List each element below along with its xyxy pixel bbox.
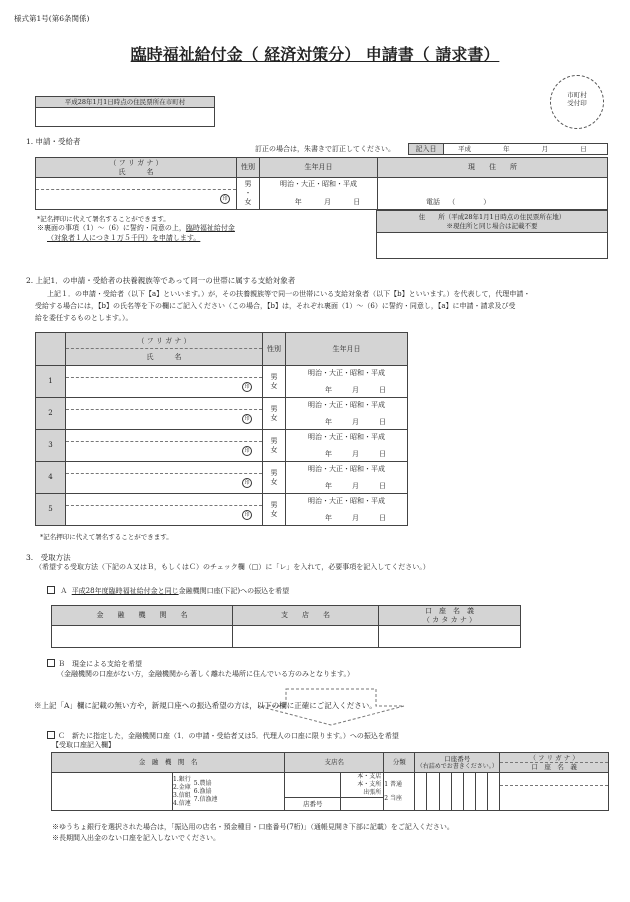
dob-field[interactable] [260, 178, 378, 210]
seal-mark-icon: 印 [242, 510, 252, 520]
c-acct-digit[interactable] [415, 773, 427, 811]
c-bank-types-col-b [194, 780, 218, 808]
option-a-bank-table [51, 605, 521, 648]
sex-header: 性別 [237, 158, 260, 178]
fill-date-day: 日 [580, 144, 587, 153]
form-number: 様式第1号(第6条関係) [14, 14, 90, 23]
option-c-checkbox[interactable] [47, 731, 55, 739]
option-a-holder-kana: （ カ タ カ ナ ） [422, 615, 477, 624]
registered-address-note: ※現住所と同じ場合は記載不要 [446, 221, 538, 230]
dependent-dob-field[interactable] [286, 430, 408, 462]
dependent-sex-field[interactable] [263, 366, 286, 398]
c-acct-no-label: 口座番号 [444, 754, 471, 763]
sex-male[interactable]: 男 [270, 436, 278, 445]
c-holder-furigana-line[interactable] [500, 773, 608, 786]
address-header: 現 住 所 [378, 158, 608, 178]
dependent-furigana-line[interactable] [66, 494, 262, 506]
dependent-name-field[interactable] [66, 398, 263, 430]
option-a-holder-label: 口 座 名 義 [425, 606, 474, 615]
branch-type-option[interactable]: 本・支所 [357, 781, 382, 788]
dob-eras: 明治・大正・昭和・平成 [308, 496, 385, 505]
section-3-heading: 3. 受取方法 [26, 553, 71, 562]
fill-date-table [408, 143, 608, 155]
dependent-furigana-line[interactable] [66, 398, 262, 410]
dependent-row [36, 462, 408, 494]
option-c-account-table [51, 752, 609, 811]
section-1-heading: 1. 申請・受給者 [26, 137, 81, 146]
dob-year: 年 [325, 385, 332, 394]
dependent-sex-field[interactable] [263, 462, 286, 494]
branch-type-option[interactable]: 出張所 [363, 789, 382, 796]
dob-eras: 明治・大正・昭和・平成 [308, 432, 385, 441]
dependent-furigana-line[interactable] [66, 462, 262, 474]
dob-month: 月 [352, 417, 359, 426]
c-store-no-field[interactable] [341, 798, 384, 811]
receipt-stamp-circle [550, 75, 604, 129]
dependents-name-header [66, 333, 263, 366]
dependent-dob-field[interactable] [286, 494, 408, 526]
dependent-row [36, 398, 408, 430]
dependent-index: 3 [36, 430, 66, 462]
sex-female[interactable]: 女 [270, 445, 278, 454]
oath-note-line-1 [37, 224, 235, 233]
dob-month: 月 [352, 513, 359, 522]
option-a-suffix: 金融機関口座(下記)への振込を希望 [178, 587, 290, 595]
bank-type-option[interactable]: 3.信組 [173, 791, 191, 799]
option-a-holder-header [379, 606, 521, 626]
dob-eras: 明治・大正・昭和・平成 [308, 368, 385, 377]
dependent-row [36, 494, 408, 526]
c-holder-field[interactable] [500, 773, 609, 811]
sex-female[interactable]: 女 [270, 381, 278, 390]
c-acct-no-note: （右詰めでお書きください。） [416, 762, 498, 770]
section-2-para-line-2: 受給する場合には，【b】の氏名等を下の欄にご記入ください（この場合，【b】は，それぞれ裏面（1）～（6）に誓約・同意し，【a】に申請・請求及び受 [35, 302, 516, 310]
phone-label: 電話 [426, 198, 440, 207]
dormant-account-note: ※長期間入出金のない口座を記入しないでください。 [52, 834, 220, 842]
bank-type-option[interactable]: 4.信連 [173, 799, 191, 807]
branch-type-option[interactable]: 本・支店 [357, 773, 382, 780]
dependents-sex-header: 性別 [263, 333, 286, 366]
dob-day: 日 [379, 481, 386, 490]
option-a-checkbox[interactable] [47, 586, 55, 594]
c-branch-name-field[interactable] [285, 773, 341, 798]
correction-note: 訂正の場合は，朱書きで訂正してください。 [255, 145, 395, 153]
c-acct-digit[interactable] [463, 773, 475, 811]
oath-note-benefit: 臨時福祉給付金 [185, 224, 235, 232]
dependents-table [35, 332, 408, 526]
option-a-holder-field[interactable] [379, 626, 521, 648]
dob-year: 年 [325, 417, 332, 426]
phone-field[interactable]: （ ） [448, 198, 491, 207]
bank-type-option[interactable]: 2.金庫 [173, 783, 191, 791]
registered-address-label: 住 所（平成28年1月1日時点の住民票所在地） [418, 213, 566, 222]
sex-male[interactable]: 男 [270, 468, 278, 477]
c-holder-label: 口 座 名 義 [531, 763, 577, 771]
section-2-para-line-3: 給を委任するものとします。）。 [35, 314, 133, 322]
dob-year: 年 [325, 449, 332, 458]
new-account-banner: ※上記「A」欄に記載の無い方や，新規口座への振込希望の方は，以下の欄に正確にご記入ください。 [34, 701, 377, 710]
dependents-rows [36, 366, 408, 526]
section-2-para-line-1: 上記１．の申請・受給者（以下【a】といいます。）が，その扶養親族等で同一の世帯にいる支給対象者（以下【b】といいます。）を代表して，代理申請・ [47, 290, 531, 298]
stamp-line-2: 受付印 [567, 99, 587, 108]
option-c-subheading: 【受取口座記入欄】 [52, 741, 115, 749]
c-acct-digit[interactable] [488, 773, 500, 811]
c-store-no-label: 店番号 [285, 798, 341, 811]
dependent-row [36, 430, 408, 462]
dob-eras: 明治・大正・昭和・平成 [308, 464, 385, 473]
oath-note-line-2: （対象者１人につき１万５千円）を申請します。 [47, 234, 201, 242]
registered-address-table [376, 210, 608, 259]
option-a-row [47, 586, 289, 596]
c-acct-digit[interactable] [427, 773, 439, 811]
dependent-name-field[interactable] [66, 494, 263, 526]
oath-note-text: ※裏面の事項（1）～（6）に誓約・同意の上， [37, 224, 186, 232]
form-title: 臨時福祉給付金（ 経済対策分） 申請書（ 請求書） [130, 45, 500, 64]
sex-female[interactable]: 女 [244, 197, 252, 206]
bank-type-option[interactable]: 6.漁協 [193, 787, 212, 795]
section-2-paragraph [35, 288, 530, 324]
dob-day: 日 [353, 198, 361, 206]
sex-male[interactable]: 男 [270, 500, 278, 509]
dependent-name-field[interactable] [66, 430, 263, 462]
dob-year: 年 [325, 513, 332, 522]
dob-year: 年 [325, 481, 332, 490]
sex-male[interactable]: 男 [244, 180, 252, 189]
option-b-row [47, 659, 142, 669]
sex-dot: ・ [244, 189, 252, 198]
c-acct-digit[interactable] [451, 773, 463, 811]
c-bank-type-options[interactable] [173, 773, 285, 811]
dob-day: 日 [379, 385, 386, 394]
dependent-row [36, 366, 408, 398]
c-kind-options[interactable] [384, 773, 415, 811]
option-a-bank-field[interactable] [52, 626, 233, 648]
option-a-branch-header: 支 店 名 [233, 606, 379, 626]
dependent-name-field[interactable] [66, 462, 263, 494]
dob-month: 月 [352, 449, 359, 458]
c-branch-name-header: 支店名 [285, 753, 384, 773]
dependent-dob-field[interactable] [286, 462, 408, 494]
option-b-checkbox[interactable] [47, 659, 55, 667]
residence-label: 平成28年1月1日時点の住民票所在市町村 [36, 97, 215, 108]
dob-day: 日 [379, 449, 386, 458]
c-branch-type-options[interactable] [341, 773, 384, 798]
c-acct-no-header [415, 753, 500, 773]
dependent-sex-field[interactable] [263, 430, 286, 462]
registered-address-header [377, 211, 608, 233]
dependent-sex-field[interactable] [263, 494, 286, 526]
dependent-index: 4 [36, 462, 66, 494]
sex-female[interactable]: 女 [270, 509, 278, 518]
option-c-row [47, 731, 399, 741]
dob-month: 月 [352, 385, 359, 394]
seal-substitute-note: *記名押印に代えて署名することができます。 [37, 215, 170, 223]
furigana-label: （ フ リ ガ ナ ） [109, 158, 163, 167]
name-label: 氏 名 [118, 167, 154, 176]
dob-month: 月 [352, 481, 359, 490]
dob-eras: 明治・大正・昭和・平成 [280, 180, 357, 189]
dependent-furigana-line[interactable] [66, 366, 262, 378]
sex-male[interactable]: 男 [270, 372, 278, 381]
residence-municipality-box [35, 96, 215, 127]
c-bank-name-header: 金 融 機 関 名 [52, 753, 285, 773]
option-b-title: Ｂ 現金による支給を希望 [58, 660, 142, 668]
dependents-dob-header: 生年月日 [286, 333, 408, 366]
fill-date-month: 月 [541, 144, 549, 153]
dependent-index: 2 [36, 398, 66, 430]
option-b-note: （金融機関の口座がない方，金融機関から著しく離れた場所に住んでいる方のみとなります。） [57, 670, 354, 678]
applicant-name-header [36, 158, 237, 178]
c-furigana-label: （ フ リ ガ ナ ） [500, 754, 608, 763]
section-3-instruction: （希望する受取方法（下記のＡ又はＢ，もしくはＣ）のチェック欄（□）に「レ」を入れて，必要事項を記入してください。） [35, 563, 430, 571]
dob-day: 日 [379, 513, 386, 522]
fill-date-field[interactable] [444, 144, 608, 155]
option-a-branch-field[interactable] [233, 626, 379, 648]
option-a-letter: Ａ [60, 587, 68, 595]
yucho-note: ※ゆうちょ銀行を選択された場合は，「振込用の店名・預金種目・口座番号(7桁)」（通帳見開き下部に記載）をご記入ください。 [52, 823, 454, 831]
dependents-furigana-label: （ フ リ ガ ナ ） [66, 337, 262, 349]
dependent-sex-field[interactable] [263, 398, 286, 430]
dependent-index: 1 [36, 366, 66, 398]
c-acct-digit[interactable] [475, 773, 487, 811]
dependents-seal-note: *記名押印に代えて署名することができます。 [40, 533, 173, 541]
section-2-heading: 2. 上記1．の申請・受給者の扶養親族等であって同一の世帯に属する支給対象者 [26, 276, 296, 285]
seal-mark-icon: 印 [242, 478, 252, 488]
dob-day: 日 [379, 417, 386, 426]
sex-female[interactable]: 女 [270, 413, 278, 422]
bank-type-option[interactable]: 7.信漁連 [193, 795, 218, 803]
dob-header: 生年月日 [260, 158, 378, 178]
bank-type-option[interactable]: 1.銀行 [173, 775, 191, 783]
seal-mark-icon: 印 [220, 194, 230, 204]
address-field[interactable] [378, 178, 608, 210]
seal-mark-icon: 印 [242, 382, 252, 392]
sex-field[interactable] [237, 178, 260, 210]
fill-date-year: 年 [503, 144, 510, 153]
seal-mark-icon: 印 [242, 446, 252, 456]
dependents-name-label: 氏 名 [146, 352, 182, 361]
dependent-index: 5 [36, 494, 66, 526]
dob-year: 年 [294, 198, 302, 206]
dependents-index-header [36, 333, 66, 366]
applicant-table [35, 157, 608, 210]
bank-type-option[interactable]: 5.農協 [193, 779, 212, 787]
dependent-dob-field[interactable] [286, 398, 408, 430]
account-kind-option[interactable]: 2 当座 [384, 794, 403, 802]
applicant-name-field[interactable] [36, 178, 237, 210]
dependent-furigana-line[interactable] [66, 430, 262, 442]
c-bank-name-field[interactable] [52, 773, 173, 811]
residence-field[interactable] [36, 108, 215, 127]
dependent-name-field[interactable] [66, 366, 263, 398]
option-a-underlined: 平成28年度臨時福祉給付金と同じ [71, 587, 179, 595]
dob-eras: 明治・大正・昭和・平成 [308, 400, 385, 409]
c-acct-digit[interactable] [439, 773, 451, 811]
sex-female[interactable]: 女 [270, 477, 278, 486]
fill-date-label: 記入日 [409, 144, 444, 155]
option-c-title: Ｃ 新たに指定した，金融機関口座（1．の申請・受給者又は5．代理人の口座に限ります。）への振込を希望 [58, 732, 399, 740]
sex-male[interactable]: 男 [270, 404, 278, 413]
c-kind-header: 分類 [384, 753, 415, 773]
c-bank-types-col-a [173, 776, 191, 808]
furigana-input-line[interactable] [36, 178, 236, 190]
dob-month: 月 [324, 198, 331, 206]
account-kind-option[interactable]: 1 普通 [384, 780, 403, 788]
option-a-bank-header: 金 融 機 関 名 [52, 606, 233, 626]
seal-mark-icon: 印 [242, 414, 252, 424]
stamp-line-1: 市町村 [567, 91, 587, 99]
registered-address-field[interactable] [377, 233, 608, 259]
dependent-dob-field[interactable] [286, 366, 408, 398]
c-holder-header [500, 753, 609, 773]
fill-date-era: 平成 [458, 144, 471, 153]
